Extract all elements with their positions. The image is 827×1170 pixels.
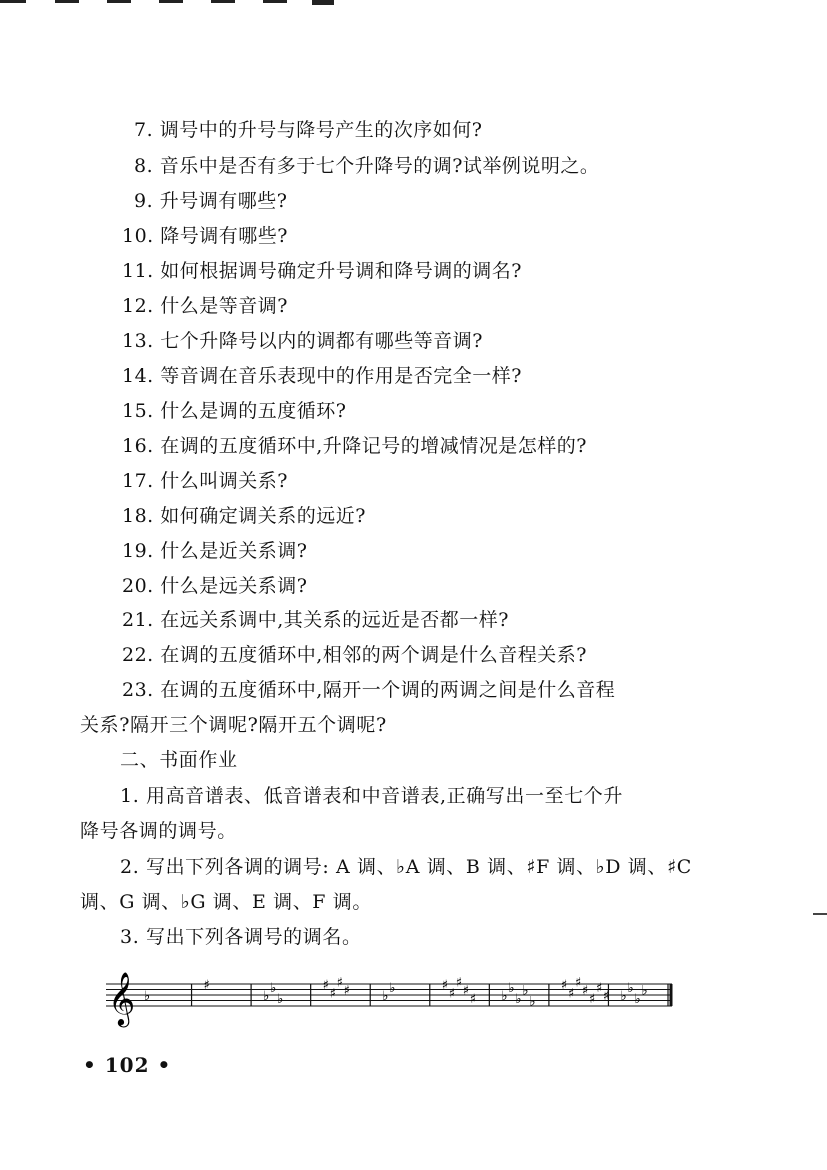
flat-sign-icon: ♭ (389, 980, 396, 996)
flat-sign-icon: ♭ (263, 989, 270, 1004)
scan-top-mark (159, 0, 183, 3)
question-23-continuation: 关系?隔开三个调呢?隔开五个调呢? (80, 714, 387, 736)
scan-top-mark (55, 0, 79, 3)
flat-sign-icon: ♭ (634, 991, 641, 1007)
key-signature-staff (106, 968, 676, 1028)
homework-item-1: 1. 用高音谱表、低音谱表和中音谱表,正确写出一至七个升 (120, 785, 624, 807)
scan-top-mark (263, 0, 287, 3)
question-item: 19. 什么是近关系调? (122, 540, 308, 562)
flat-sign-icon: ♭ (508, 980, 515, 996)
question-item: 20. 什么是远关系调? (122, 575, 308, 597)
page-number: • 102 • (83, 1053, 172, 1077)
sharp-sign-icon: ♯ (602, 989, 610, 1004)
question-item: 17. 什么叫调关系? (122, 470, 288, 492)
treble-clef-icon: 𝄞 (108, 971, 136, 1025)
sharp-sign-icon: ♯ (448, 986, 456, 1002)
question-item: 7. 调号中的升号与降号产生的次序如何? (134, 119, 483, 141)
sharp-sign-icon: ♯ (329, 986, 336, 1002)
sharp-sign-icon: ♯ (462, 983, 470, 999)
question-item: 23. 在调的五度循环中,隔开一个调的两调之间是什么音程 (122, 679, 616, 701)
question-item: 13. 七个升降号以内的调都有哪些等音调? (122, 330, 483, 352)
flat-sign-icon: ♭ (522, 983, 529, 999)
sharp-sign-icon: ♯ (455, 975, 463, 991)
question-item: 10. 降号调有哪些? (122, 225, 288, 247)
scan-top-mark (312, 0, 334, 5)
sharp-sign-icon: ♯ (322, 978, 329, 993)
flat-sign-icon: ♭ (627, 980, 634, 996)
sharp-sign-icon: ♯ (336, 975, 343, 991)
flat-sign-icon: ♭ (501, 989, 508, 1004)
scan-top-mark (0, 0, 26, 3)
sharp-sign-icon: ♯ (441, 978, 449, 993)
scan-top-mark (211, 0, 235, 3)
flat-sign-icon: ♭ (277, 991, 284, 1007)
scan-top-mark (107, 0, 131, 3)
question-item: 11. 如何根据调号确定升号调和降号调的调名? (122, 260, 522, 282)
flat-sign-icon: ♭ (144, 989, 151, 1004)
question-item: 12. 什么是等音调? (122, 295, 288, 317)
flat-sign-icon: ♭ (641, 983, 648, 999)
sharp-sign-icon: ♯ (581, 983, 589, 999)
sharp-sign-icon: ♯ (595, 980, 603, 996)
question-item: 8. 音乐中是否有多于七个升降号的调?试举例说明之。 (134, 155, 600, 177)
question-item: 15. 什么是调的五度循环? (122, 400, 347, 422)
flat-sign-icon: ♭ (515, 991, 522, 1007)
flat-sign-icon: ♭ (382, 989, 389, 1004)
homework-item-2-continued: 调、G 调、♭G 调、E 调、F 调。 (80, 891, 372, 913)
question-item: 21. 在远关系调中,其关系的远近是否都一样? (122, 609, 509, 631)
scan-margin-mark (813, 913, 827, 915)
sharp-sign-icon: ♯ (469, 991, 477, 1007)
sharp-sign-icon: ♯ (203, 978, 210, 993)
question-item: 18. 如何确定调关系的远近? (122, 505, 366, 527)
question-item: 14. 等音调在音乐表现中的作用是否完全一样? (122, 365, 522, 387)
flat-sign-icon: ♭ (529, 994, 536, 1010)
sharp-sign-icon: ♯ (574, 975, 582, 991)
staff-signatures (144, 975, 671, 1009)
flat-sign-icon: ♭ (620, 989, 627, 1004)
homework-item-1-continued: 降号各调的调号。 (80, 820, 237, 842)
homework-item-2: 2. 写出下列各调的调号: A 调、♭A 调、B 调、♯F 调、♭D 调、♯C (120, 856, 692, 878)
question-item: 16. 在调的五度循环中,升降记号的增减情况是怎样的? (122, 435, 587, 457)
question-item: 9. 升号调有哪些? (134, 190, 288, 212)
sharp-sign-icon: ♯ (588, 991, 596, 1007)
section-heading: 二、书面作业 (120, 749, 238, 771)
question-item: 22. 在调的五度循环中,相邻的两个调是什么音程关系? (122, 644, 587, 666)
sharp-sign-icon: ♯ (567, 986, 575, 1002)
sharp-sign-icon: ♯ (343, 983, 350, 999)
flat-sign-icon: ♭ (270, 980, 277, 996)
sharp-sign-icon: ♯ (560, 978, 568, 993)
homework-item-3: 3. 写出下列各调号的调名。 (120, 926, 362, 948)
